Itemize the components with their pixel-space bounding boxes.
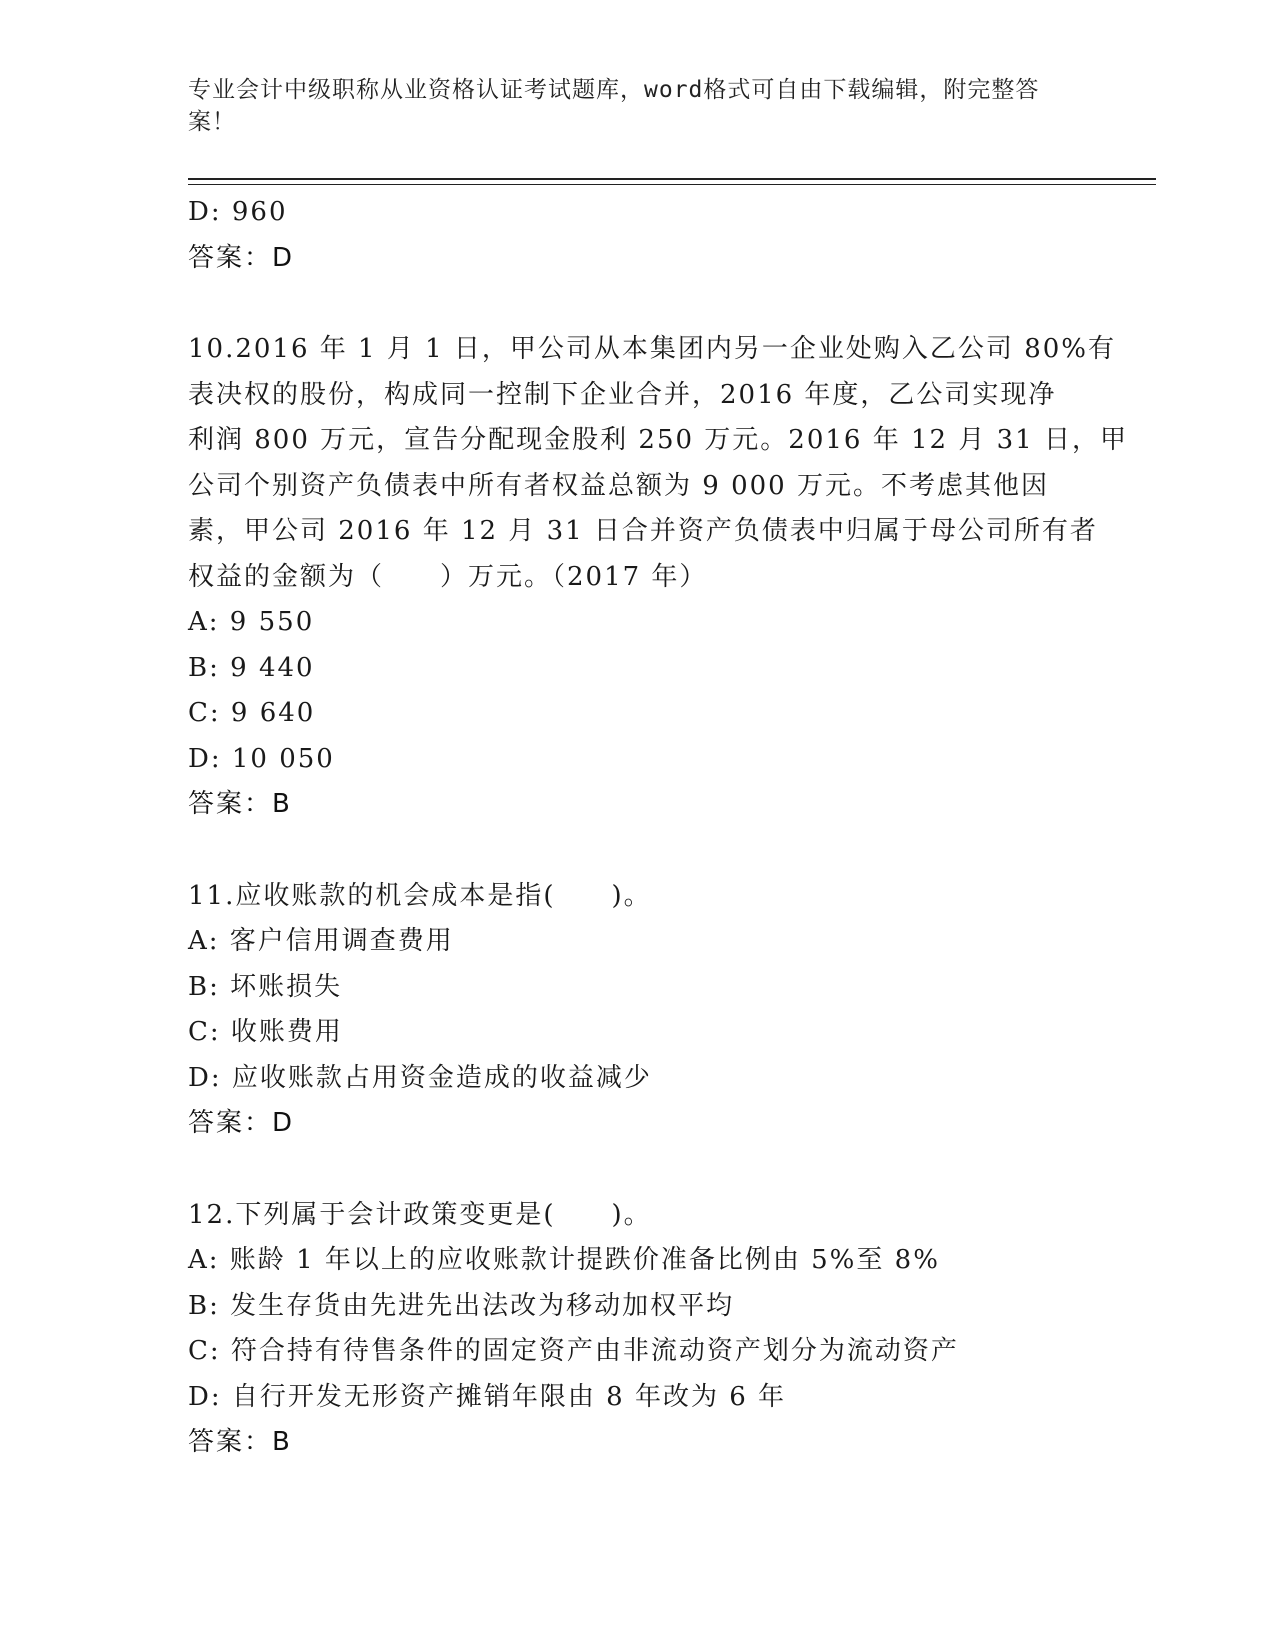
- option-b: B: 9 440: [188, 652, 315, 683]
- question-stem-line: 11.应收账款的机会成本是指( )。: [188, 880, 652, 911]
- option-d: D: 自行开发无形资产摊销年限由 8 年改为 6 年: [188, 1381, 787, 1412]
- spacer: [188, 281, 1078, 327]
- spacer: [188, 828, 1078, 874]
- question-11: [188, 874, 1078, 1147]
- answer: 答案：D: [188, 1108, 295, 1138]
- option-b: B: 发生存货由先进先出法改为移动加权平均: [188, 1290, 735, 1321]
- option-c: C: 符合持有待售条件的固定资产由非流动资产划分为流动资产: [188, 1336, 959, 1366]
- document-body: [188, 190, 1128, 1466]
- option-c: C: 9 640: [188, 698, 316, 728]
- option-b: B: 坏账损失: [188, 971, 343, 1002]
- page-header: 专业会计中级职称从业资格认证考试题库，word格式可自由下载编辑，附完整答案！: [188, 77, 1040, 135]
- question-12: [188, 1193, 1078, 1466]
- option-c: C: 收账费用: [188, 1017, 343, 1047]
- option-a: A: 客户信用调查费用: [188, 926, 454, 956]
- answer: 答案：D: [188, 242, 295, 273]
- option-d: D: 10 050: [188, 743, 335, 774]
- option-d: D: 应收账款占用资金造成的收益减少: [188, 1062, 652, 1093]
- question-stem-line: 权益的金额为（ ）万元。（2017 年）: [188, 561, 708, 592]
- answer: 答案：B: [188, 789, 292, 819]
- header-divider: [188, 178, 1156, 180]
- option-a: A: 9 550: [188, 607, 315, 637]
- question-stem-line: 素，甲公司 2016 年 12 月 31 日合并资产负债表中归属于母公司所有者: [188, 516, 1098, 546]
- question-stem-line: 12.下列属于会计政策变更是( )。: [188, 1199, 652, 1230]
- question-stem-line: 10.2016 年 1 月 1 日，甲公司从本集团内另一企业处购入乙公司 80%有: [188, 334, 1116, 364]
- question-stem-line: 表决权的股份，构成同一控制下企业合并，2016 年度，乙公司实现净: [188, 379, 1057, 410]
- answer: 答案：B: [188, 1427, 292, 1457]
- header-divider-thin: [188, 184, 1156, 185]
- question-10: [188, 327, 1128, 828]
- option-d: D: 960: [188, 197, 288, 227]
- question-stem-line: 利润 800 万元，宣告分配现金股利 250 万元。2016 年 12 月 31 日，甲: [188, 425, 1128, 455]
- option-a: A: 账龄 1 年以上的应收账款计提跌价准备比例由 5%至 8%: [188, 1245, 940, 1275]
- question-stem-line: 公司个别资产负债表中所有者权益总额为 9 000 万元。不考虑其他因: [188, 470, 1049, 501]
- spacer: [188, 1147, 1078, 1193]
